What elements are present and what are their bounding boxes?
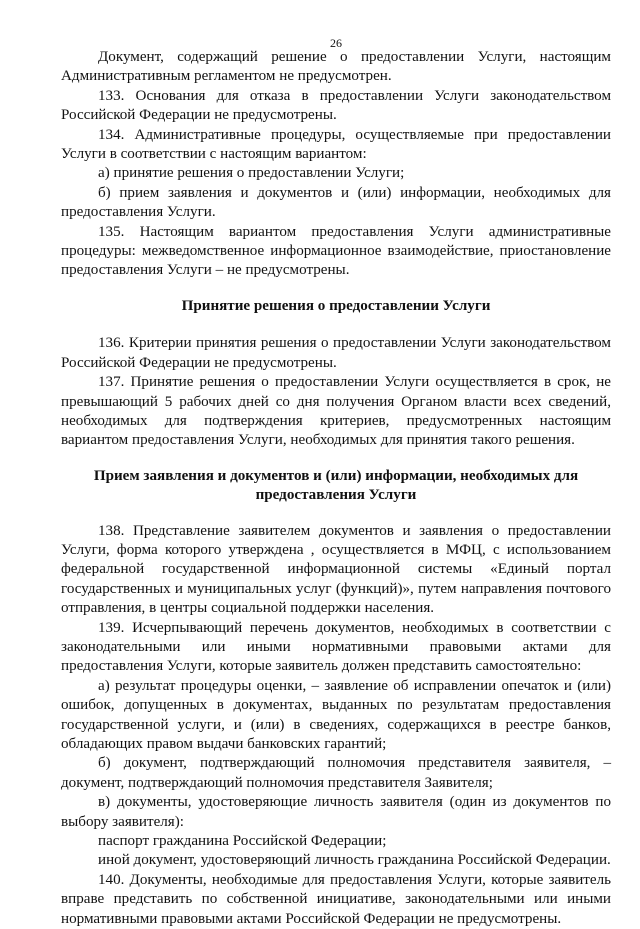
paragraph-135: 135. Настоящим вариантом предоставления Услуги административные процедуры: межведомственное информационное взаимодействие, приостановление предоставления Услуги – не предусмотрены. bbox=[61, 223, 611, 279]
paragraph-133: 133. Основания для отказа в предоставлении Услуги законодательством Российской Федерации не предусмотрены. bbox=[61, 87, 611, 124]
list-item-139-c: в) документы, удостоверяющие личность заявителя (один из документов по выбору заявителя): bbox=[61, 794, 611, 830]
paragraph-140: 140. Документы, необходимые для предоставления Услуги, которые заявитель вправе представить по собственной инициативе, законодательными или иными нормативными правовыми актами Российской Федерации не предусмотрены. bbox=[61, 871, 611, 927]
list-item-134-a: а) принятие решения о предоставлении Услуги; bbox=[98, 165, 405, 182]
paragraph-139: 139. Исчерпывающий перечень документов, необходимых в соответствии с законодательными или иными нормативными правовыми актами для предоставления Услуги, которые заявитель должен представить самостоятельно: bbox=[61, 619, 611, 675]
page-number: 26 bbox=[330, 36, 342, 50]
list-item-139-b: б) документ, подтверждающий полномочия представителя заявителя, – документ, подтверждающий полномочия представителя Заявителя; bbox=[61, 755, 611, 791]
identity-document-other: иной документ, удостоверяющий личность гражданина Российской Федерации. bbox=[98, 852, 611, 869]
paragraph-138: 138. Представление заявителем документов и заявления о предоставлении Услуги, форма которого утверждена , осуществляется в МФЦ, с использованием федеральной государственной информационной системы «Единый портал государственных и муниципальных услуг (функций)», путем направления почтового отправления, в центры социальной поддержки населения. bbox=[61, 522, 611, 617]
list-item-139-a: а) результат процедуры оценки, – заявление об исправлении опечаток и (или) ошибок, допущенных в документах, выданных по результатам предоставления государственной услуги, и (или) в сведениях, содержащихся в реестре банков, обладающих правом выдачи банковских гарантий; bbox=[61, 677, 611, 752]
section-heading-application: Прием заявления и документов и (или) информации, необходимых для предоставления Услуги bbox=[93, 467, 579, 504]
paragraph-134: 134. Административные процедуры, осуществляемые при предоставлении Услуги в соответствии с настоящим вариантом: bbox=[61, 126, 611, 163]
paragraph-decision-document: Документ, содержащий решение о предоставлении Услуги, настоящим Административным регламентом не предусмотрен. bbox=[61, 49, 611, 85]
list-item-134-b: б) прием заявления и документов и (или) информации, необходимых для предоставления Услуги. bbox=[61, 184, 611, 221]
identity-document-passport: паспорт гражданина Российской Федерации; bbox=[98, 833, 387, 850]
document-body bbox=[61, 48, 611, 929]
paragraph-136: 136. Критерии принятия решения о предоставлении Услуги законодательством Российской Федерации не предусмотрены. bbox=[61, 335, 611, 371]
section-heading-decision: Принятие решения о предоставлении Услуги bbox=[181, 297, 491, 314]
paragraph-137: 137. Принятие решения о предоставлении Услуги осуществляется в срок, не превышающий 5 рабочих дней со дня получения Органом власти всех сведений, необходимых для подтверждения критериев, предусмотренных настоящим вариантом предоставления Услуги, необходимых для принятия такого решения. bbox=[61, 374, 611, 449]
